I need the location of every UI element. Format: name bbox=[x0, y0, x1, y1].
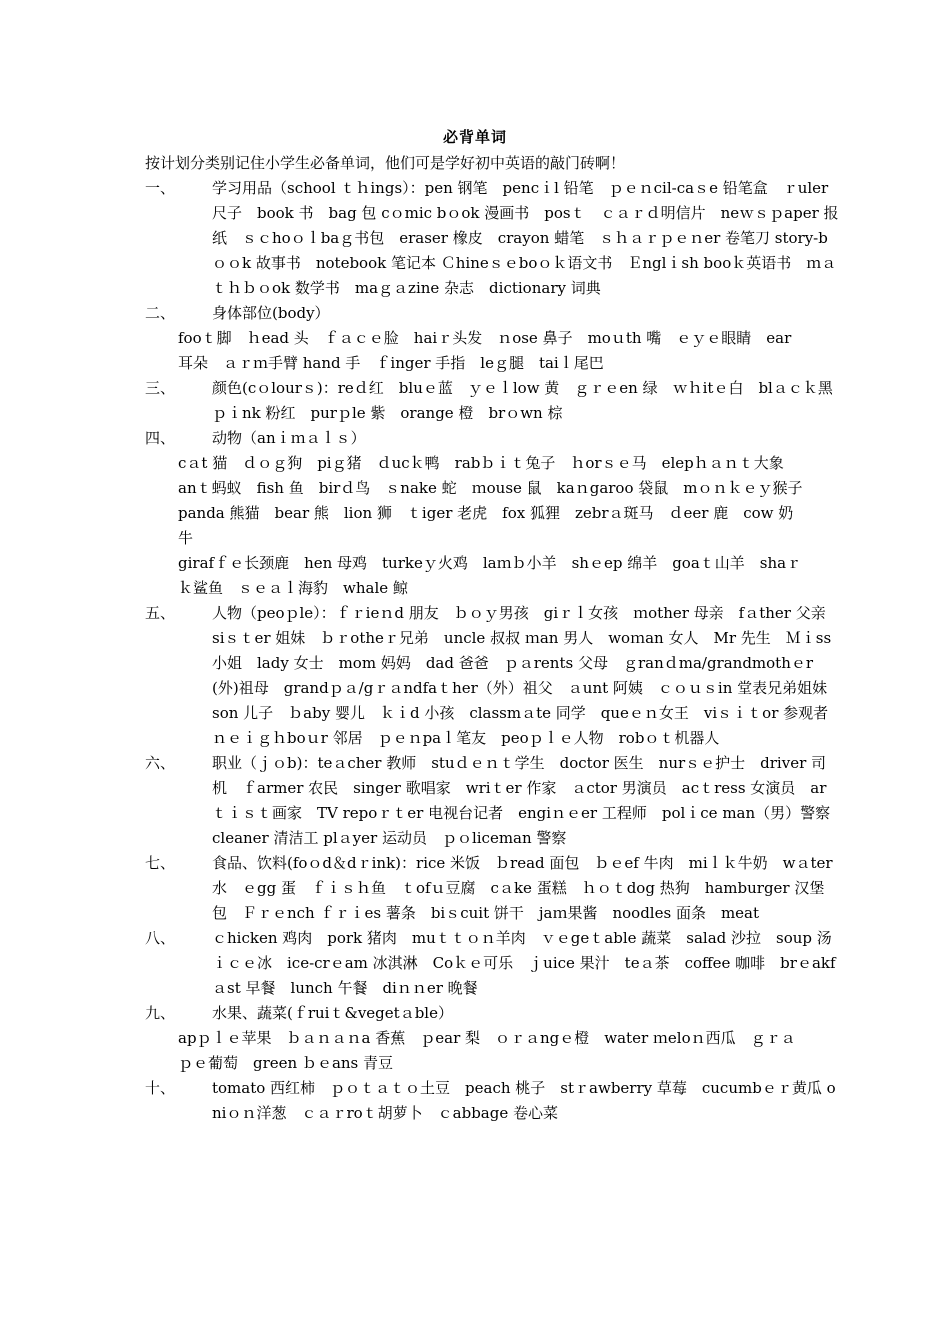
section-number: 十、 bbox=[145, 1079, 176, 1097]
section-word-line: cａt 猫 ｄｏｇ狗 piｇ猪 ｄucｋ鸭 rabｂｉｔ兔子 ｈorｓｅ马 elepｈａｎｔ大象 anｔ蚂蚁 fish 鱼 birｄ鸟 ｓnake 蛇 ｍouse 鼠 kaｎgaroo 袋鼠 mｏｎｋｅｙ猴子 panda 熊猫 bear 熊 lion 狮 ｔiger 老虎 fox 狐狸 zebrａ斑马 ｄeer 鹿 cow 奶牛 bbox=[178, 454, 818, 547]
section-heading-line: tomato 西红柿 ｐｏｔａｔｏ土豆 peach 桃子 stｒawberry 草莓 cucumbｅｒ黄瓜 oniｏｎ洋葱 ｃａｒroｔ胡萝卜 ｃabbage 卷心菜 bbox=[212, 1079, 836, 1122]
section-heading-line: 动物（anｉｍａｌｓ） bbox=[212, 429, 366, 447]
section-heading-line: 颜色(cｏlourｓ)：reｄ红 bluｅ蓝 ｙｅｌlow 黄 ｇｒｅen 绿 ｗｈitｅ白 blａｃｋ黑 ｐｉnk 粉红 purｐle 紫 orange 橙 brｏwn 棕 bbox=[212, 379, 848, 422]
page-title: 必背单词 bbox=[442, 128, 507, 146]
intro-text: 按计划分类别记住小学生必备单词，他们可是学好初中英语的敲门砖啊！ bbox=[145, 154, 626, 172]
section-word-line: girafｆｅ长颈鹿 hen 母鸡 turkeｙ火鸡 laｍｂ小羊 shｅep 绵羊 goaｔ山羊 shaｒｋ鲨鱼 ｓｅａｌ海豹 whale 鲸 bbox=[178, 554, 802, 597]
section-heading-line: ｃhicken 鸡肉 pork 猪肉 muｔｔｏｎ羊肉 ｖｅgeｔable 蔬菜 salad 沙拉 soup 汤 ｉｃｅ冰 ice-crｅam 冰淇淋 Coｋｅ可乐 ｊuice 果汁 teａ茶 coffee 咖啡 brｅakfａst 早餐 lunch 午餐 diｎｎer 晚餐 bbox=[212, 929, 847, 997]
section-heading-line: 职业（ｊｏb)：teａcher 教师 stuｄｅｎｔ学生 doctor 医生 nurｓｅ护士 driver 司机 ｆarmer 农民 singer 歌唱家 wriｔer 作家 ａctor 男演员 acｔress 女演员 arｔｉｓｔ画家 TV repoｒｔer 电视台记者 engiｎｅer 工程师 polｉce man（男）警察 cleaner 清洁工 plａyer 运动员 ｐｏliceman 警察 bbox=[212, 754, 846, 847]
vocab-section bbox=[0, 751, 950, 851]
section-heading-line: 食品、饮料(foｏd＆dｒink)：rice 米饭 ｂread 面包 ｂｅef 牛肉 miｌｋ牛奶 wａter 水 ｅgg 蛋 ｆｉｓｈ鱼 ｔofｕ豆腐 cａke 蛋糕 ｈｏｔdog 热狗 hamburger 汉堡包 Ｆｒｅnch ｆｒｉes 薯条 biｓcuit 饼干 jaｍ果酱 noodles 面条 meat bbox=[212, 854, 833, 922]
vocab-section bbox=[0, 376, 950, 426]
section-heading-line: 人物（peoｐle）：ｆｒieｎd 朋友 ｂｏｙ男孩 giｒｌ女孩 ｍother 母亲 fａther 父亲 siｓｔer 姐妹 ｂｒotheｒ兄弟 uncle 叔叔 ｍan 男人 woｍan 女人 Mr 先生 Ｍｉss 小姐 lady 女士 mom 妈妈 dad 爸爸 ｐａrents 父母 ｇranｄma/grandmothｅr(外)祖母 grandｐａ/gｒａndfaｔher（外）祖父 ａunt 阿姨 ｃｏｕｓin 堂表兄弟姐妹 son 儿子 ｂaby 婴儿 ｋｉd 小孩 classmａte 同学 queｅｎ女王 viｓｉｔor 参观者 ｎｅｉｇｈboｕr 邻居 ｐｅｎpaｌ笔友 peoｐｌｅ人物 robｏｔ机器人 bbox=[212, 604, 844, 747]
section-heading-line: 学习用品（school ｔｈings）：pen 钢笔 pencｉl 铅笔 ｐｅｎcil-caｓe 铅笔盒 ｒuler 尺子 book 书 bag 包 cｏmic bｏok 漫画书 posｔ ｃａｒｄ明信片 neｗｓｐaper 报纸 ｓｃhoｏｌbaｇ书包 eraser 橡皮 crayon 蜡笔 ｓｈａｒｐｅｎer 卷笔刀 story-bｏｏk 故事书 notebook 笔记本 Ｃhineｓｅboｏｋ语文书 Ｅnglｉsh booｋ英语书 ｍａｔｈｂｏok 数学书 maｇａzine 杂志 dictionary 词典 bbox=[212, 179, 839, 297]
vocab-section bbox=[0, 601, 950, 751]
section-number: 八、 bbox=[145, 929, 176, 947]
vocab-section bbox=[0, 851, 950, 926]
vocab-section bbox=[0, 1076, 950, 1126]
section-number: 三、 bbox=[145, 379, 176, 397]
section-number: 一、 bbox=[145, 179, 176, 197]
section-number: 七、 bbox=[145, 854, 176, 872]
section-heading-line: 水果、蔬菜(ｆruiｔ&vegetａble） bbox=[212, 1004, 453, 1022]
section-number: 九、 bbox=[145, 1004, 176, 1022]
vocab-section bbox=[0, 301, 950, 376]
section-number: 六、 bbox=[145, 754, 176, 772]
vocabulary-sections bbox=[0, 176, 950, 1126]
vocab-section bbox=[0, 426, 950, 601]
vocab-section bbox=[0, 926, 950, 1001]
section-number: 四、 bbox=[145, 429, 176, 447]
section-number: 二、 bbox=[145, 304, 176, 322]
section-number: 五、 bbox=[145, 604, 176, 622]
vocab-section bbox=[0, 176, 950, 301]
section-word-line: apｐｌｅ苹果 ｂａｎａｎa 香蕉 ｐear 梨 ｏｒａngｅ橙 water ｍeloｎ西瓜 ｇｒａｐｅ葡萄 green ｂｅans 青豆 bbox=[178, 1029, 796, 1072]
section-heading-line: 身体部位(body） bbox=[212, 304, 330, 322]
section-word-line: fooｔ脚 ｈead 头 ｆａｃｅ脸 haiｒ头发 ｎose 鼻子 moｕth 嘴 ｅｙｅ眼睛 ear 耳朵 ａｒｍ手臂 hand 手 ｆinger 手指 leｇ腿 taiｌ尾巴 bbox=[178, 329, 792, 372]
vocab-section bbox=[0, 1001, 950, 1076]
